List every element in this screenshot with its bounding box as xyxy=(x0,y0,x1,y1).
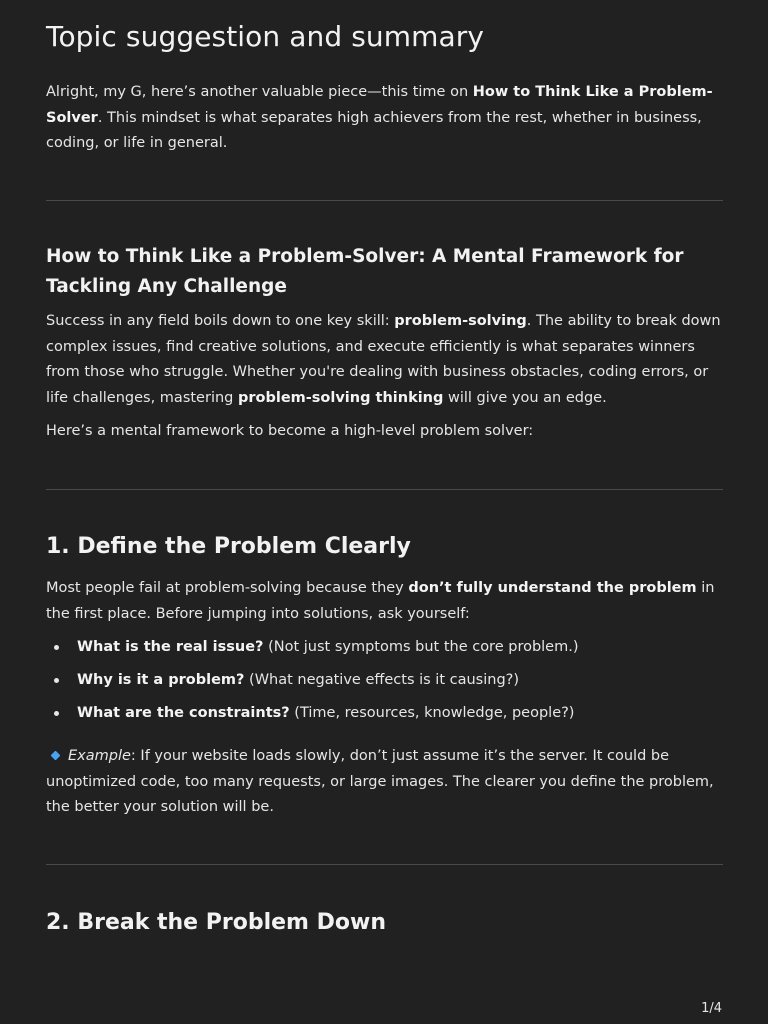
article-text-3: will give you an edge. xyxy=(443,389,607,406)
article-paragraph-1 xyxy=(46,309,723,411)
section-1-paragraph xyxy=(46,576,723,627)
bullet-dot-icon xyxy=(54,645,59,650)
example-paragraph xyxy=(46,744,723,821)
intro-text-2: . This mindset is what separates high achievers from the rest, whether in business, coding, or life in general. xyxy=(46,109,702,151)
list-item-text: (What negative effects is it causing?) xyxy=(244,672,519,688)
article-text-1: Success in any field boils down to one key skill: xyxy=(46,313,395,329)
article-bold-1: problem-solving xyxy=(394,313,527,329)
example-text: : If your website loads slowly, don’t just assume it’s the server. It could be unoptimized code, too many requests, or large images. The clearer you define the problem, the better your solution will be. xyxy=(46,748,714,815)
list-item-text: (Not just symptoms but the core problem.) xyxy=(263,639,579,655)
section-2-title: 2. Break the Problem Down xyxy=(46,910,387,935)
list-item-bold: Why is it a problem? xyxy=(77,672,245,688)
small-blue-diamond-icon xyxy=(51,751,61,761)
bullet-dot-icon xyxy=(54,678,59,683)
list-item xyxy=(46,701,723,734)
article-title: How to Think Like a Problem-Solver: A Mental Framework for Tackling Any Challenge xyxy=(46,246,684,297)
list-item-text: (Time, resources, knowledge, people?) xyxy=(289,705,575,721)
section-1-bold: don’t fully understand the problem xyxy=(408,580,697,596)
section-1-text-2: in the first place. Before jumping into solutions, ask yourself: xyxy=(46,580,715,622)
page-number: 1/4 xyxy=(701,1001,722,1016)
page-title: Topic suggestion and summary xyxy=(46,20,485,53)
list-item-bold: What are the constraints? xyxy=(77,705,290,721)
article-bold-2: problem-solving thinking xyxy=(237,389,444,406)
divider xyxy=(46,200,723,201)
bullet-dot-icon xyxy=(54,711,59,716)
section-1-bullet-list xyxy=(46,635,723,734)
list-item-bold: What is the real issue? xyxy=(77,639,264,655)
article-text-2: . The ability to break down complex issues, find creative solutions, and execute efficiently is what separates winners from those who struggle. Whether you're dealing with business obstacles, coding errors, or life challenges, mastering xyxy=(46,313,721,406)
article-paragraph-2: Here’s a mental framework to become a high-level problem solver: xyxy=(46,423,534,439)
list-item xyxy=(46,668,723,701)
divider xyxy=(46,864,723,865)
example-label: Example xyxy=(68,748,131,764)
intro-paragraph xyxy=(46,80,723,157)
divider xyxy=(46,489,723,490)
list-item xyxy=(46,635,723,668)
section-1-text-1: Most people fail at problem-solving because they xyxy=(46,580,409,596)
intro-text-1: Alright, my G, here’s another valuable piece—this time on xyxy=(46,84,473,100)
section-1-title: 1. Define the Problem Clearly xyxy=(46,534,411,559)
intro-bold-topic: How to Think Like a Problem-Solver xyxy=(46,84,713,126)
